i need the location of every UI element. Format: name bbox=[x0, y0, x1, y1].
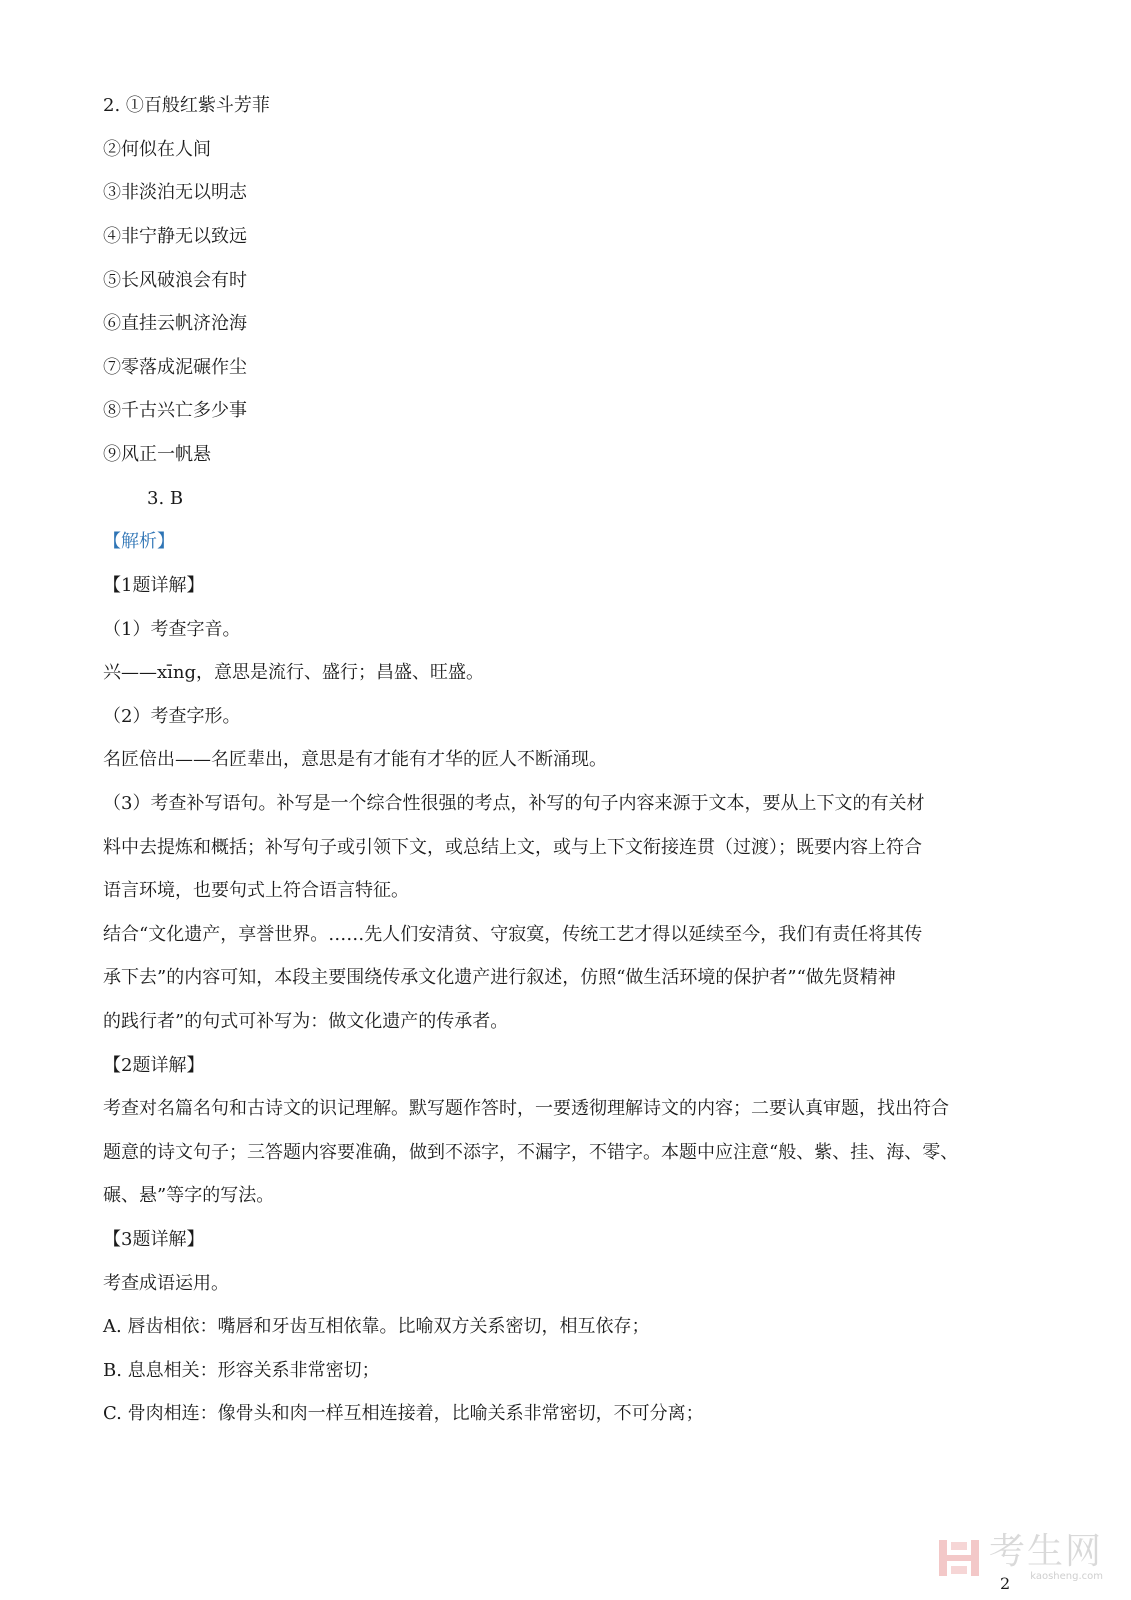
section-heading-q2: 【2题详解】 bbox=[103, 1055, 205, 1076]
watermark-url: kaosheng.com bbox=[1030, 1571, 1103, 1582]
paragraph-line: 考查成语运用。 bbox=[103, 1273, 229, 1294]
answer-3: 3. B bbox=[147, 488, 184, 509]
answer-2-line-5: ⑤长风破浪会有时 bbox=[103, 270, 247, 291]
analysis-heading: 【解析】 bbox=[103, 531, 175, 552]
answer-2-line-6: ⑥直挂云帆济沧海 bbox=[103, 313, 247, 334]
paragraph-line: （1）考查字音。 bbox=[103, 619, 241, 640]
watermark bbox=[937, 1531, 1103, 1582]
answer-2-line-4: ④非宁静无以致远 bbox=[103, 226, 247, 247]
answer-2-line-1: 2. ①百般红紫斗芳菲 bbox=[103, 95, 270, 116]
watermark-text: 考生网 bbox=[988, 1531, 1103, 1572]
section-heading-q1: 【1题详解】 bbox=[103, 575, 205, 596]
paragraph-line: 语言环境，也要句式上符合语言特征。 bbox=[103, 880, 409, 901]
paragraph-line: 题意的诗文句子；三答题内容要准确，做到不添字，不漏字，不错字。本题中应注意“般、紫、挂、海、零、 bbox=[103, 1142, 959, 1163]
paragraph-line: （2）考查字形。 bbox=[103, 706, 241, 727]
page-number: 2 bbox=[1000, 1574, 1011, 1593]
paragraph-line: 承下去”的内容可知，本段主要围绕传承文化遗产进行叙述，仿照“做生活环境的保护者”“做先贤精神 bbox=[103, 967, 896, 988]
watermark-logo-icon bbox=[937, 1538, 981, 1578]
paragraph-line: 名匠倍出——名匠辈出，意思是有才能有才华的匠人不断涌现。 bbox=[103, 749, 607, 770]
answer-2-line-8: ⑧千古兴亡多少事 bbox=[103, 400, 247, 421]
option-c: C. 骨肉相连：像骨头和肉一样互相连接着，比喻关系非常密切，不可分离； bbox=[103, 1403, 704, 1424]
paragraph-line: 兴——xīng，意思是流行、盛行；昌盛、旺盛。 bbox=[103, 662, 485, 683]
paragraph-line: 结合“文化遗产，享誉世界。……先人们安清贫、守寂寞，传统工艺才得以延续至今，我们有责任将其传 bbox=[103, 924, 923, 945]
answer-2-line-3: ③非淡泊无以明志 bbox=[103, 182, 247, 203]
paragraph-line: 的践行者”的句式可补写为：做文化遗产的传承者。 bbox=[103, 1011, 509, 1032]
option-a: A. 唇齿相依：嘴唇和牙齿互相依靠。比喻双方关系密切，相互依存； bbox=[103, 1316, 650, 1337]
option-b: B. 息息相关：形容关系非常密切； bbox=[103, 1360, 380, 1381]
section-heading-q3: 【3题详解】 bbox=[103, 1229, 205, 1250]
paragraph-line: 考查对名篇名句和古诗文的识记理解。默写题作答时，一要透彻理解诗文的内容；二要认真审题，找出符合 bbox=[103, 1098, 949, 1119]
answer-2-line-2: ②何似在人间 bbox=[103, 139, 211, 160]
answer-2-line-9: ⑨风正一帆悬 bbox=[103, 444, 211, 465]
answer-2-line-7: ⑦零落成泥碾作尘 bbox=[103, 357, 247, 378]
paragraph-line: （3）考查补写语句。补写是一个综合性很强的考点，补写的句子内容来源于文本，要从上下文的有关材 bbox=[103, 793, 925, 814]
paragraph-line: 碾、悬”等字的写法。 bbox=[103, 1185, 275, 1206]
paragraph-line: 料中去提炼和概括；补写句子或引领下文，或总结上文，或与上下文衔接连贯（过渡）；既要内容上符合 bbox=[103, 837, 922, 858]
